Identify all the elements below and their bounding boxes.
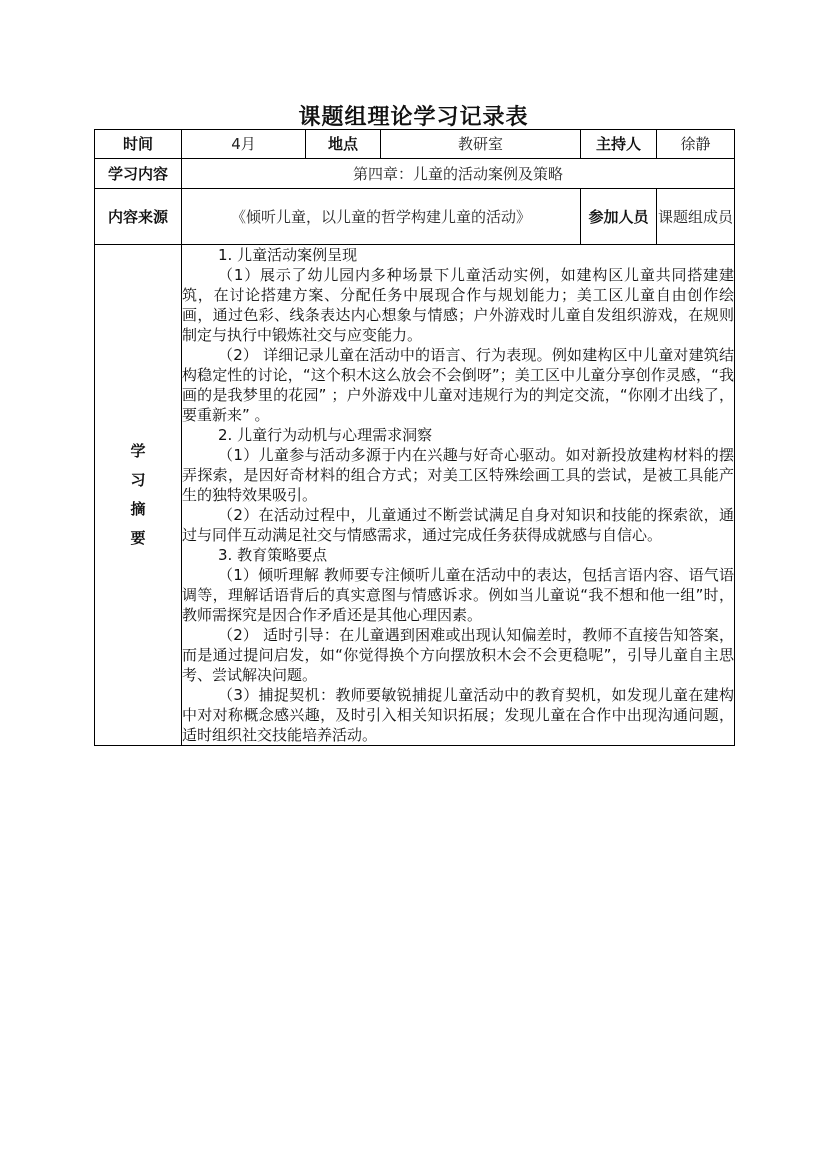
summary-row	[95, 245, 735, 746]
source-value: 《倾听儿童，以儿童的哲学构建儿童的活动》	[182, 189, 581, 245]
summary-label	[95, 245, 182, 746]
summary-label-char: 摘	[130, 500, 146, 518]
summary-label-char: 要	[130, 529, 146, 547]
participants-value: 课题组成员	[657, 189, 735, 245]
summary-label-char: 习	[130, 471, 146, 489]
info-row-content	[95, 159, 735, 189]
summary-paragraph: （1）展示了幼儿园内多种场景下儿童活动实例，如建构区儿童共同搭建建筑，在讨论搭建方案、分配任务中展现合作与规划能力；美工区儿童自由创作绘画，通过色彩、线条表达内心想象与情感；户外游戏时儿童自发组织游戏，在规则制定与执行中锻炼社交与应变能力。	[182, 266, 734, 344]
record-table	[94, 129, 735, 746]
source-label: 内容来源	[95, 189, 182, 245]
summary-paragraph: （2） 适时引导：在儿童遇到困难或出现认知偏差时，教师不直接告知答案，而是通过提问启发，如“你觉得换个方向摆放积木会不会更稳呢”，引导儿童自主思考、尝试解决问题。	[182, 626, 734, 684]
host-label: 主持人	[581, 130, 657, 159]
section-heading: 3. 教育策略要点	[218, 546, 328, 564]
summary-paragraph: （3）捕捉契机：教师要敏锐捕捉儿童活动中的教育契机，如发现儿童在建构中对对称概念感兴趣，及时引入相关知识拓展；发现儿童在合作中出现沟通问题，适时组织社交技能培养活动。	[182, 686, 734, 744]
summary-paragraph: （1）儿童参与活动多源于内在兴趣与好奇心驱动。如对新投放建构材料的摆弄探索，是因好奇材料的组合方式；对美工区特殊绘画工具的尝试，是被工具能产生的独特效果吸引。	[182, 446, 734, 504]
section-heading: 2. 儿童行为动机与心理需求洞察	[218, 426, 433, 444]
summary-paragraph: （1）倾听理解 教师要专注倾听儿童在活动中的表达，包括言语内容、语气语调等，理解话语背后的真实意图与情感诉求。例如当儿童说“我不想和他一组”时，教师需探究是因合作矛盾还是其他心理因素。	[182, 566, 734, 624]
content-value: 第四章：儿童的活动案例及策略	[182, 159, 735, 189]
content-label: 学习内容	[95, 159, 182, 189]
summary-paragraph: （2） 详细记录儿童在活动中的语言、行为表现。例如建构区中儿童对建筑结构稳定性的讨论，“这个积木这么放会不会倒呀”；美工区中儿童分享创作灵感，“我画的是我梦里的花园” ；户外游戏中儿童对违规行为的判定交流，“你刚才出线了，要重新来” 。	[182, 346, 734, 424]
time-label: 时间	[95, 130, 182, 159]
info-row-time	[95, 130, 735, 159]
summary-label-char: 学	[130, 442, 146, 460]
summary-body	[182, 245, 735, 746]
page-title: 课题组理论学习记录表	[298, 105, 529, 130]
host-value: 徐静	[657, 130, 735, 159]
time-value: 4月	[182, 130, 306, 159]
info-row-source	[95, 189, 735, 245]
section-heading: 1. 儿童活动案例呈现	[218, 246, 358, 264]
participants-label: 参加人员	[581, 189, 657, 245]
place-value: 教研室	[381, 130, 581, 159]
place-label: 地点	[306, 130, 381, 159]
summary-paragraph: （2）在活动过程中，儿童通过不断尝试满足自身对知识和技能的探索欲，通过与同伴互动满足社交与情感需求，通过完成任务获得成就感与自信心。	[182, 506, 734, 544]
